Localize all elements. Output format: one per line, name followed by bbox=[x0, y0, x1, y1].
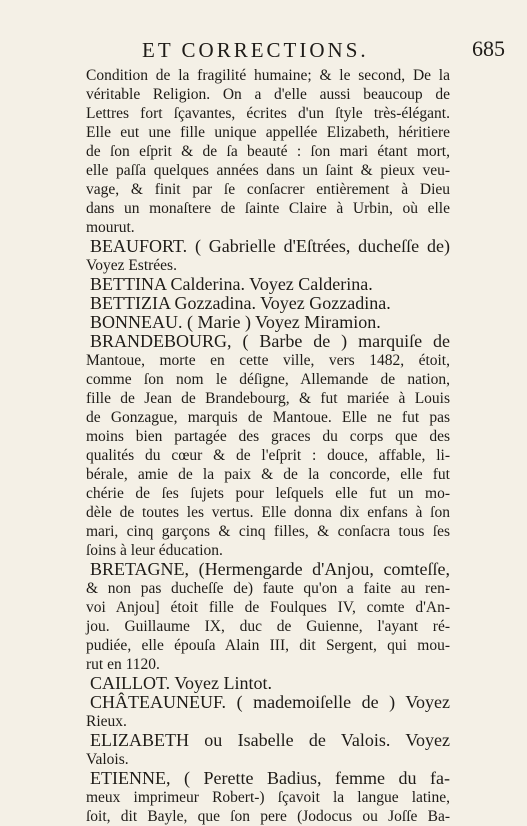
text-line: CAILLOT. Voyez Lintot. bbox=[90, 673, 272, 693]
text-line: dèle de toutes les vertus. Elle donna dix enfans à ſon bbox=[86, 504, 450, 521]
text-line: BETTINA Calderina. Voyez Calderina. bbox=[90, 274, 373, 294]
text-line: BONNEAU. ( Marie ) Voyez Miramion. bbox=[90, 312, 381, 332]
text-line: Valois. bbox=[86, 751, 129, 768]
text-line: BRANDEBOURG, ( Barbe de ) marquiſe de bbox=[90, 331, 450, 351]
text-line: ELIZABETH ou Isabelle de Valois. Voyez bbox=[90, 730, 450, 750]
text-line: mari, cinq garçons & cinq filles, & conſacra tous ſes bbox=[86, 523, 450, 540]
text-line: bérale, amie de la paix & de la concorde, elle fut bbox=[86, 466, 450, 483]
text-line: voi Anjou] étoit fille de Foulques IV, comte d'An- bbox=[86, 599, 450, 616]
page-header bbox=[0, 38, 527, 68]
text-line: vage, & finit par ſe conſacrer entièrement à Dieu bbox=[86, 181, 450, 198]
text-line: chérie de ſes ſujets pour leſquels elle fut un mo- bbox=[86, 485, 450, 502]
page-number: 685 bbox=[472, 36, 505, 61]
text-line: fille de Jean de Brandebourg, & fut mariée à Louis bbox=[86, 390, 450, 407]
text-line: CHÂTEAUNEUF. ( mademoiſelle de ) Voyez bbox=[90, 692, 450, 712]
text-line: elle paſſa quelques années dans un ſaint & pieux veu- bbox=[86, 162, 450, 179]
text-line: Mantoue, morte en cette ville, vers 1482, étoit, bbox=[86, 352, 450, 369]
text-line: de Gonzague, marquis de Mantoue. Elle ne fut pas bbox=[86, 409, 450, 426]
text-line: ETIENNE, ( Perette Badius, femme du fa- bbox=[90, 768, 450, 788]
text-line: ſoins à leur éducation. bbox=[86, 542, 223, 559]
text-line: ſoit, dit Bayle, que ſon pere (Jodocus ou Joſſe Ba- bbox=[86, 808, 450, 825]
text-line: moins bien partagée des graces du corps que des bbox=[86, 428, 450, 445]
text-line: comme ſon nom le déſigne, Allemande de nation, bbox=[86, 371, 450, 388]
text-line: dans un monaſtere de ſainte Claire à Urbin, où elle bbox=[86, 200, 450, 217]
text-line: pudiée, elle épouſa Alain III, dit Sergent, qui mou- bbox=[86, 637, 450, 654]
text-line: qualités du cœur & de l'eſprit : douce, affable, li- bbox=[86, 447, 450, 464]
text-line: Elle eut une fille unique appellée Elizabeth, héritiere bbox=[86, 124, 450, 141]
text-line: véritable Religion. On a d'elle aussi beaucoup de bbox=[86, 86, 450, 103]
text-line: & non pas ducheſſe de) faute qu'on a faite au ren- bbox=[86, 580, 450, 597]
text-line: BETTIZIA Gozzadina. Voyez Gozzadina. bbox=[90, 293, 391, 313]
text-line: meux imprimeur Robert-) ſçavoit la langue latine, bbox=[86, 789, 450, 806]
text-line: mourut. bbox=[86, 219, 135, 236]
text-line: Condition de la fragilité humaine; & le second, De la bbox=[86, 67, 450, 84]
text-line: BEAUFORT. ( Gabrielle d'Eſtrées, ducheſſe de) bbox=[90, 236, 450, 256]
text-line: jou. Guillaume IX, duc de Guienne, l'ayant ré- bbox=[86, 618, 450, 635]
body-text bbox=[86, 66, 450, 826]
text-line: Rieux. bbox=[86, 713, 127, 730]
text-line: BRETAGNE, (Hermengarde d'Anjou, comteſſe, bbox=[90, 559, 450, 579]
text-line: rut en 1120. bbox=[86, 656, 160, 673]
text-line: de ſon eſprit & de ſa beauté : ſon mari étant mort, bbox=[86, 143, 450, 160]
text-line: Voyez Estrées. bbox=[86, 257, 177, 274]
running-title: ET CORRECTIONS. bbox=[142, 38, 369, 62]
text-line: Lettres fort ſçavantes, écrites d'un ſtyle très-élégant. bbox=[86, 105, 450, 122]
